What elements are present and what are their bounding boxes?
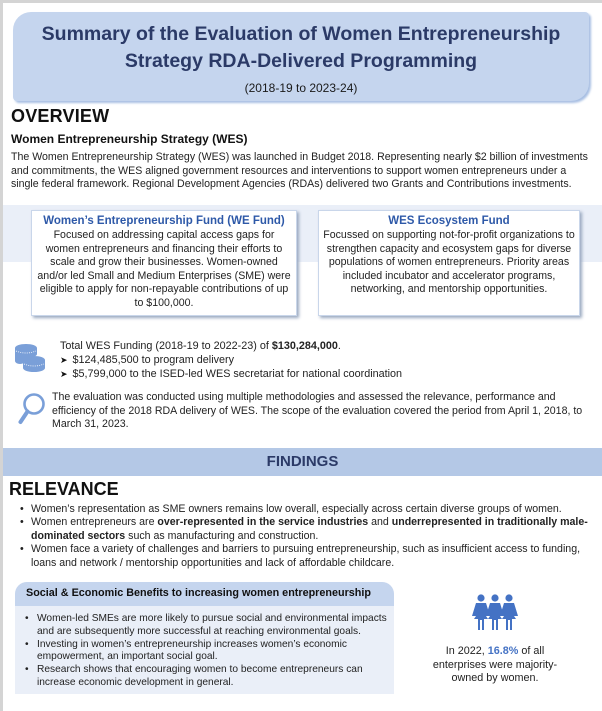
list-item bbox=[15, 664, 394, 690]
benefit-text: Women-led SMEs are more likely to pursue social and environmental impacts and are subsequently more successful at reaching environmental goals. bbox=[37, 613, 387, 637]
funding-total: $130,284,000 bbox=[271, 340, 338, 352]
arrow-bullet-icon: ➤ bbox=[60, 355, 68, 365]
coins-icon bbox=[14, 343, 46, 373]
ecosystem-fund-body: Focussed on supporting not-for-profit organizations to strengthen capacity and ecosystem gaps for diverse populations of women entrepreneurs. Priority areas included incubator and accelerator programs, networking, and mentorship opportunities. bbox=[323, 229, 575, 296]
benefits-panel bbox=[15, 582, 394, 694]
overview-heading: OVERVIEW bbox=[11, 106, 110, 126]
wes-subheading: Women Entrepreneurship Strategy (WES) bbox=[11, 132, 248, 146]
women-ownership-stat bbox=[430, 645, 560, 686]
page-edge bbox=[0, 0, 602, 3]
wes-paragraph: The Women Entrepreneurship Strategy (WES) was launched in Budget 2018. Representing nearly $2 billion of investments and commitments, the WES aligned government resources and interventions to support women entrepreneurs under a single federal framework. Regional Development Agencies (RDAs) delivered two Grants and Contributions investments. bbox=[11, 151, 588, 191]
relevance-list bbox=[20, 503, 595, 570]
benefits-heading: Social & Economic Benefits to increasing women entrepreneurship bbox=[26, 587, 371, 599]
relevance-heading: RELEVANCE bbox=[9, 479, 119, 499]
funding-summary bbox=[60, 339, 402, 381]
we-fund-body: Focused on addressing capital access gaps for women entrepreneurs and financing their efforts to scale and grow their businesses. Women-owned and/or led Small and Medium Enterprises (SME) were eligible to apply for non-repayable contributions of up to $100,000. bbox=[37, 229, 291, 309]
ecosystem-fund-card bbox=[318, 210, 580, 316]
bullet-icon: • bbox=[25, 638, 29, 650]
magnifier-icon bbox=[18, 392, 46, 426]
funding-item-text: $124,485,500 to program delivery bbox=[72, 354, 235, 366]
finding-text: Women entrepreneurs are bbox=[31, 516, 158, 529]
bullet-icon: • bbox=[20, 516, 24, 529]
stat-suffix: of all enterprises were majority-owned by women. bbox=[432, 645, 558, 685]
list-item bbox=[15, 613, 394, 639]
finding-text: such as manufacturing and construction. bbox=[125, 529, 319, 542]
bullet-icon: • bbox=[25, 613, 29, 624]
title-banner bbox=[13, 12, 589, 101]
list-item bbox=[15, 639, 394, 665]
ecosystem-fund-title: WES Ecosystem Fund bbox=[388, 215, 510, 227]
emphasis-text: underrepresented in traditionally male-dominated sectors bbox=[31, 516, 588, 542]
finding-text: Women face a variety of challenges and barriers to pursuing entrepreneurship, such as insufficient access to funding, loans and network / mentorship opportunities and lack of affordable childcare. bbox=[31, 543, 581, 569]
benefit-text: Research shows that encouraging women to become entrepreneurs can increase economic development in general. bbox=[37, 664, 363, 688]
stat-prefix: In 2022, bbox=[445, 645, 488, 657]
finding-text: and bbox=[368, 516, 392, 529]
evaluation-paragraph: The evaluation was conducted using multiple methodologies and assessed the relevance, performance and efficiency of the 2018 RDA delivery of WES. The scope of the evaluation covered the period from April 1, 2018, to March 31, 2023. bbox=[52, 391, 583, 431]
benefit-text: Investing in women’s entrepreneurship increases women’s economic empowerment, an important social goal. bbox=[37, 638, 347, 663]
benefits-list bbox=[15, 613, 394, 690]
funding-item bbox=[60, 353, 402, 367]
page-edge bbox=[0, 0, 3, 711]
we-fund-title: Women’s Entrepreneurship Fund (WE Fund) bbox=[43, 215, 285, 227]
document-period: (2018-19 to 2023-24) bbox=[244, 81, 358, 95]
stat-value: 16.8% bbox=[487, 645, 519, 657]
finding-text: Women’s representation as SME owners remains low overall, especially across certain diverse groups of women. bbox=[31, 503, 562, 515]
list-item bbox=[20, 543, 595, 570]
we-fund-card bbox=[31, 210, 297, 316]
women-group-icon bbox=[471, 594, 519, 631]
findings-heading: FINDINGS bbox=[266, 453, 339, 470]
list-item bbox=[20, 516, 595, 543]
funding-total-suffix: . bbox=[337, 340, 341, 352]
benefits-header bbox=[15, 582, 394, 606]
funding-item-text: $5,799,000 to the ISED-led WES secretariat for national coordination bbox=[72, 368, 403, 380]
emphasis-text: over-represented in the service industries bbox=[157, 516, 369, 529]
document-title: Summary of the Evaluation of Women Entrepreneurship Strategy RDA-Delivered Programming bbox=[41, 23, 561, 72]
funding-intro: Total WES Funding (2018-19 to 2022-23) of bbox=[60, 340, 272, 352]
arrow-bullet-icon: ➤ bbox=[60, 369, 68, 379]
bullet-icon: • bbox=[20, 503, 24, 515]
bullet-icon: • bbox=[20, 543, 24, 556]
bullet-icon: • bbox=[25, 664, 29, 676]
list-item bbox=[20, 503, 595, 516]
funding-item bbox=[60, 367, 402, 381]
findings-banner bbox=[3, 448, 602, 476]
